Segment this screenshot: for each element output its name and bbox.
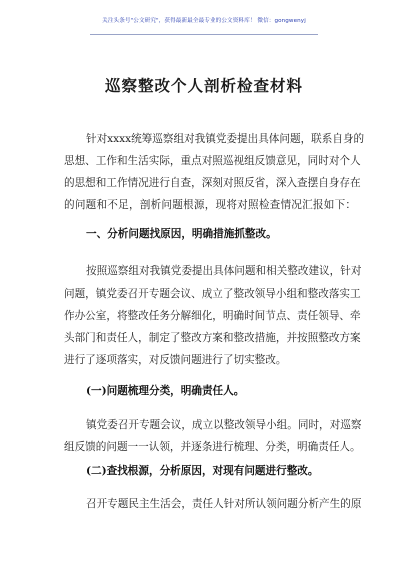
paragraph-line: 的问题和不足，剖析问题根源，现将对照检查情况汇报如下： [64,199,356,211]
header-divider [90,34,318,35]
paragraph-line: 组反馈的问题一一认领，并逐条进行梳理、分类，明确责任人。 [64,441,361,453]
paragraph-line: 按照巡察组对我镇党委提出具体问题和相关整改建议，针对 [86,265,362,277]
document-title: 巡察整改个人剖析检查材料 [104,76,303,95]
paragraph-line: 作办公室，将整改任务分解细化，明确时间节点、责任领导、牵 [64,310,361,322]
section-heading: 一、分析问题找原因，明确措施抓整改。 [86,228,277,240]
subsection-heading: (二)查找根源，分析原因，对现有问题进行整改。 [86,465,319,477]
paragraph-line: 镇党委召开专题会议，成立以整改领导小组。同时，对巡察 [86,419,362,431]
paragraph-line: 头部门和责任人，制定了整改方案和整改措施，并按照整改方案 [64,332,361,344]
subsection-heading: (一)问题梳理分类，明确责任人。 [86,385,245,397]
paragraph-line: 进行了逐项落实，对反馈问题进行了切实整改。 [64,354,287,366]
paragraph-line: 的思想和工作情况进行自查，深刻对照反省，深入查摆自身存在 [64,177,361,189]
header-note: 关注头条号"公文研究"，获得最新最全最专业的公文资料库！ 微信：gongwenyj [102,18,306,24]
paragraph-line: 问题，镇党委召开专题会议、成立了整改领导小组和整改落实工 [64,288,361,300]
paragraph-line: 召开专题民主生活会，责任人针对所认领问题分析产生的原 [86,498,362,510]
paragraph-line: 思想、工作和生活实际，重点对照巡视组反馈意见，同时对个人 [64,155,361,167]
paragraph-line: 针对xxxx统筹巡察组对我镇党委提出具体问题，联系自身的 [86,133,365,145]
